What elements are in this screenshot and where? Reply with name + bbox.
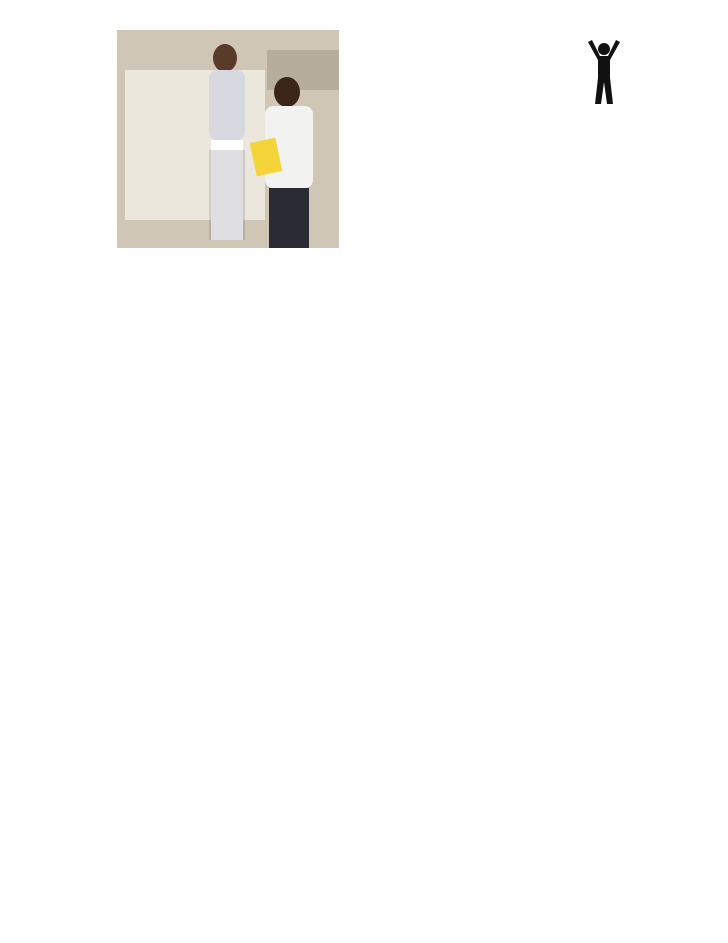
cheering-figure-icon [586,40,622,106]
bottom-heart-border [86,912,716,934]
left-heart-border [6,6,36,934]
right-heart-border [690,6,720,934]
speaker-photo [117,30,339,248]
top-heart-border [86,4,716,26]
